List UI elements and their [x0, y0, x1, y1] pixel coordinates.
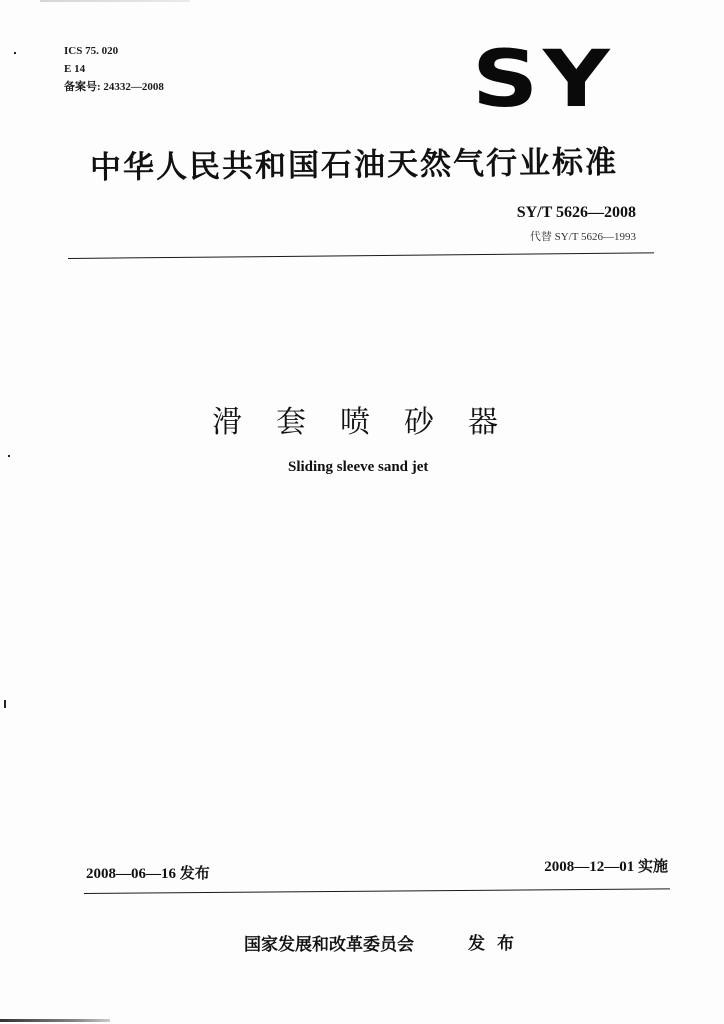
scan-artifact-bottom — [0, 1019, 110, 1022]
footer-divider — [84, 888, 670, 894]
scan-speck — [14, 52, 16, 54]
ics-code: ICS 75. 020 — [64, 45, 119, 57]
standard-code: SY/T 5626—2008 — [516, 204, 636, 221]
scan-artifact-top — [40, 0, 190, 2]
header-divider — [68, 252, 654, 259]
publish-label: 发布 — [468, 934, 526, 954]
scan-speck — [4, 700, 6, 708]
implementation-date: 2008—12—01 实施 — [544, 859, 668, 875]
filing-number: 备案号: 24332—2008 — [64, 81, 164, 93]
replaces-note: 代替 SY/T 5626—1993 — [529, 231, 636, 243]
publisher-name: 国家发展和改革委员会 — [244, 935, 414, 955]
document-title-english: Sliding sleeve sand jet — [288, 459, 429, 475]
classification-block — [64, 42, 164, 96]
issue-date: 2008—06—16 发布 — [86, 866, 210, 882]
category-code: E 14 — [64, 63, 86, 75]
scan-speck — [8, 455, 10, 457]
standard-type-heading: 中华人民共和国石油天然气行业标准 — [89, 144, 619, 186]
sy-logo: SY — [472, 35, 615, 125]
document-title-chinese: 滑套喷砂器 — [212, 405, 532, 440]
